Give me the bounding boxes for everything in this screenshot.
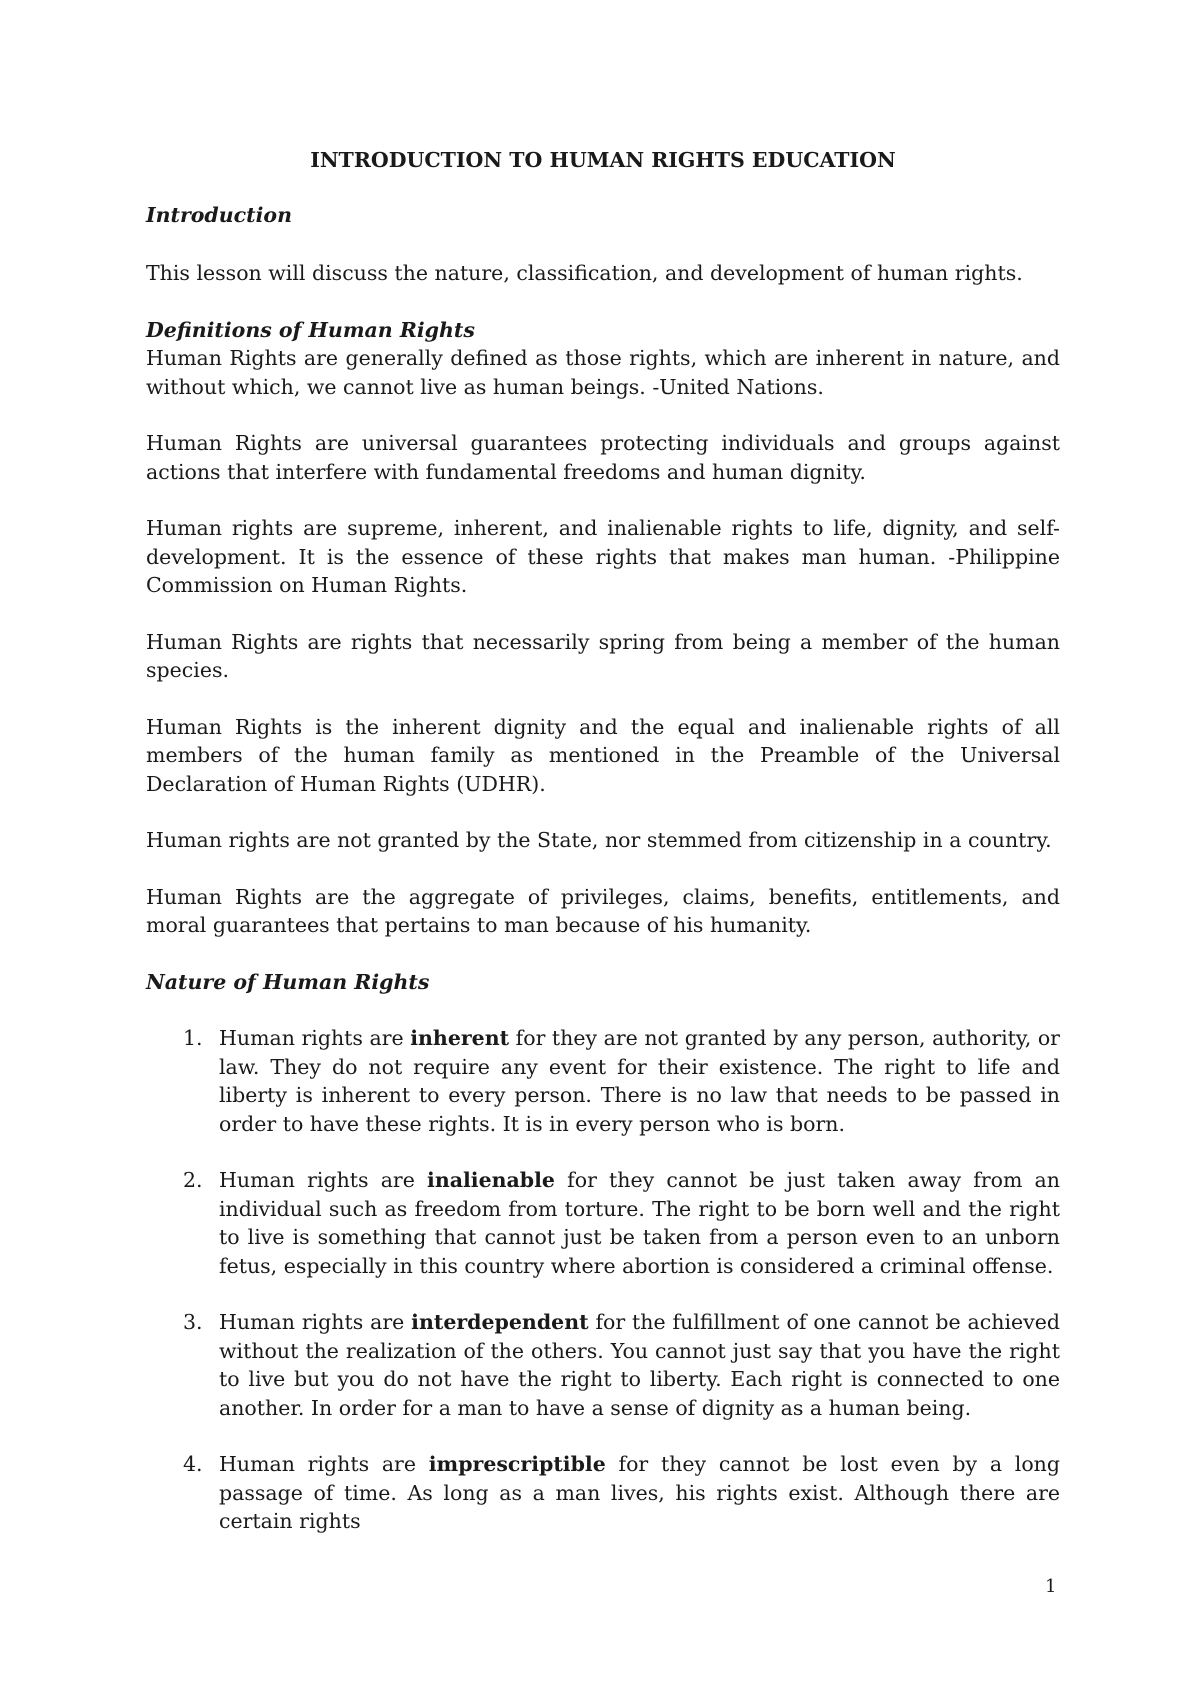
list-item-text-after: for they cannot be lost even by a long passage of time. As long as a man lives, his rights exist. Although there are certain rights bbox=[219, 1452, 1060, 1533]
definition-paragraph: Human rights are not granted by the State, nor stemmed from citizenship in a country. bbox=[146, 828, 1052, 852]
page-number: 1 bbox=[1045, 1576, 1057, 1597]
list-item bbox=[146, 1450, 1060, 1536]
list-item-text-before: Human rights are bbox=[219, 1026, 411, 1050]
list-item-term: inalienable bbox=[427, 1168, 555, 1192]
list-item-term: interdependent bbox=[411, 1310, 589, 1334]
list-item-number: 1. bbox=[183, 1026, 203, 1050]
definition-paragraph: Human rights are supreme, inherent, and inalienable rights to life, dignity, and self-development. It is the essence of these rights that makes man human. -Philippine Commission on Human Rights. bbox=[146, 516, 1060, 597]
list-item-text-after: for the fulfillment of one cannot be achieved without the realization of the others. You cannot just say that you have the right to live but you do not have the right to liberty. Each right is connected to one another. In order for a man to have a sense of dignity as a human being. bbox=[219, 1310, 1060, 1420]
list-item bbox=[146, 1166, 1060, 1280]
list-item-number: 4. bbox=[183, 1452, 203, 1476]
list-item-number: 2. bbox=[183, 1168, 203, 1192]
nature-heading: Nature of Human Rights bbox=[146, 969, 430, 994]
document-page bbox=[146, 146, 1060, 1564]
list-item-text-after: for they cannot be just taken away from an individual such as freedom from torture. The right to be born well and the right to live is something that cannot just be taken from a person even to an unborn fetus, especially in this country where abortion is considered a criminal offense. bbox=[219, 1168, 1060, 1278]
list-item bbox=[146, 1024, 1060, 1138]
list-item-text-before: Human rights are bbox=[219, 1310, 412, 1334]
list-item-text-before: Human rights are bbox=[219, 1452, 429, 1476]
definitions-heading: Definitions of Human Rights bbox=[146, 317, 475, 342]
definition-paragraph: Human Rights are universal guarantees protecting individuals and groups against actions that interfere with fundamental freedoms and human dignity. bbox=[146, 431, 1060, 484]
list-item bbox=[146, 1308, 1060, 1422]
definition-paragraph: Human Rights is the inherent dignity and the equal and inalienable rights of all members of the human family as mentioned in the Preamble of the Universal Declaration of Human Rights (UDHR). bbox=[146, 714, 1060, 796]
document-title: INTRODUCTION TO HUMAN RIGHTS EDUCATION bbox=[310, 148, 896, 172]
definition-paragraph: Human Rights are generally defined as those rights, which are inherent in nature, and without which, we cannot live as human beings. -United Nations. bbox=[146, 346, 1060, 399]
list-item-term: imprescriptible bbox=[428, 1452, 606, 1476]
list-item-text-before: Human rights are bbox=[219, 1168, 428, 1192]
introduction-heading: Introduction bbox=[146, 202, 292, 227]
list-item-number: 3. bbox=[183, 1310, 203, 1334]
nature-list bbox=[146, 1024, 1060, 1536]
introduction-text: This lesson will discuss the nature, classification, and development of human rights. bbox=[146, 261, 1023, 285]
list-item-term: inherent bbox=[410, 1026, 510, 1050]
definition-paragraph: Human Rights are rights that necessarily spring from being a member of the human species. bbox=[146, 629, 1060, 682]
list-item-text-after: for they are not granted by any person, authority, or law. They do not require any event for their existence. The right to life and liberty is inherent to every person. There is no law that needs to be passed in order to have these rights. It is in every person who is born. bbox=[219, 1026, 1060, 1136]
definition-paragraph: Human Rights are the aggregate of privileges, claims, benefits, entitlements, and moral guarantees that pertains to man because of his humanity. bbox=[146, 884, 1060, 937]
